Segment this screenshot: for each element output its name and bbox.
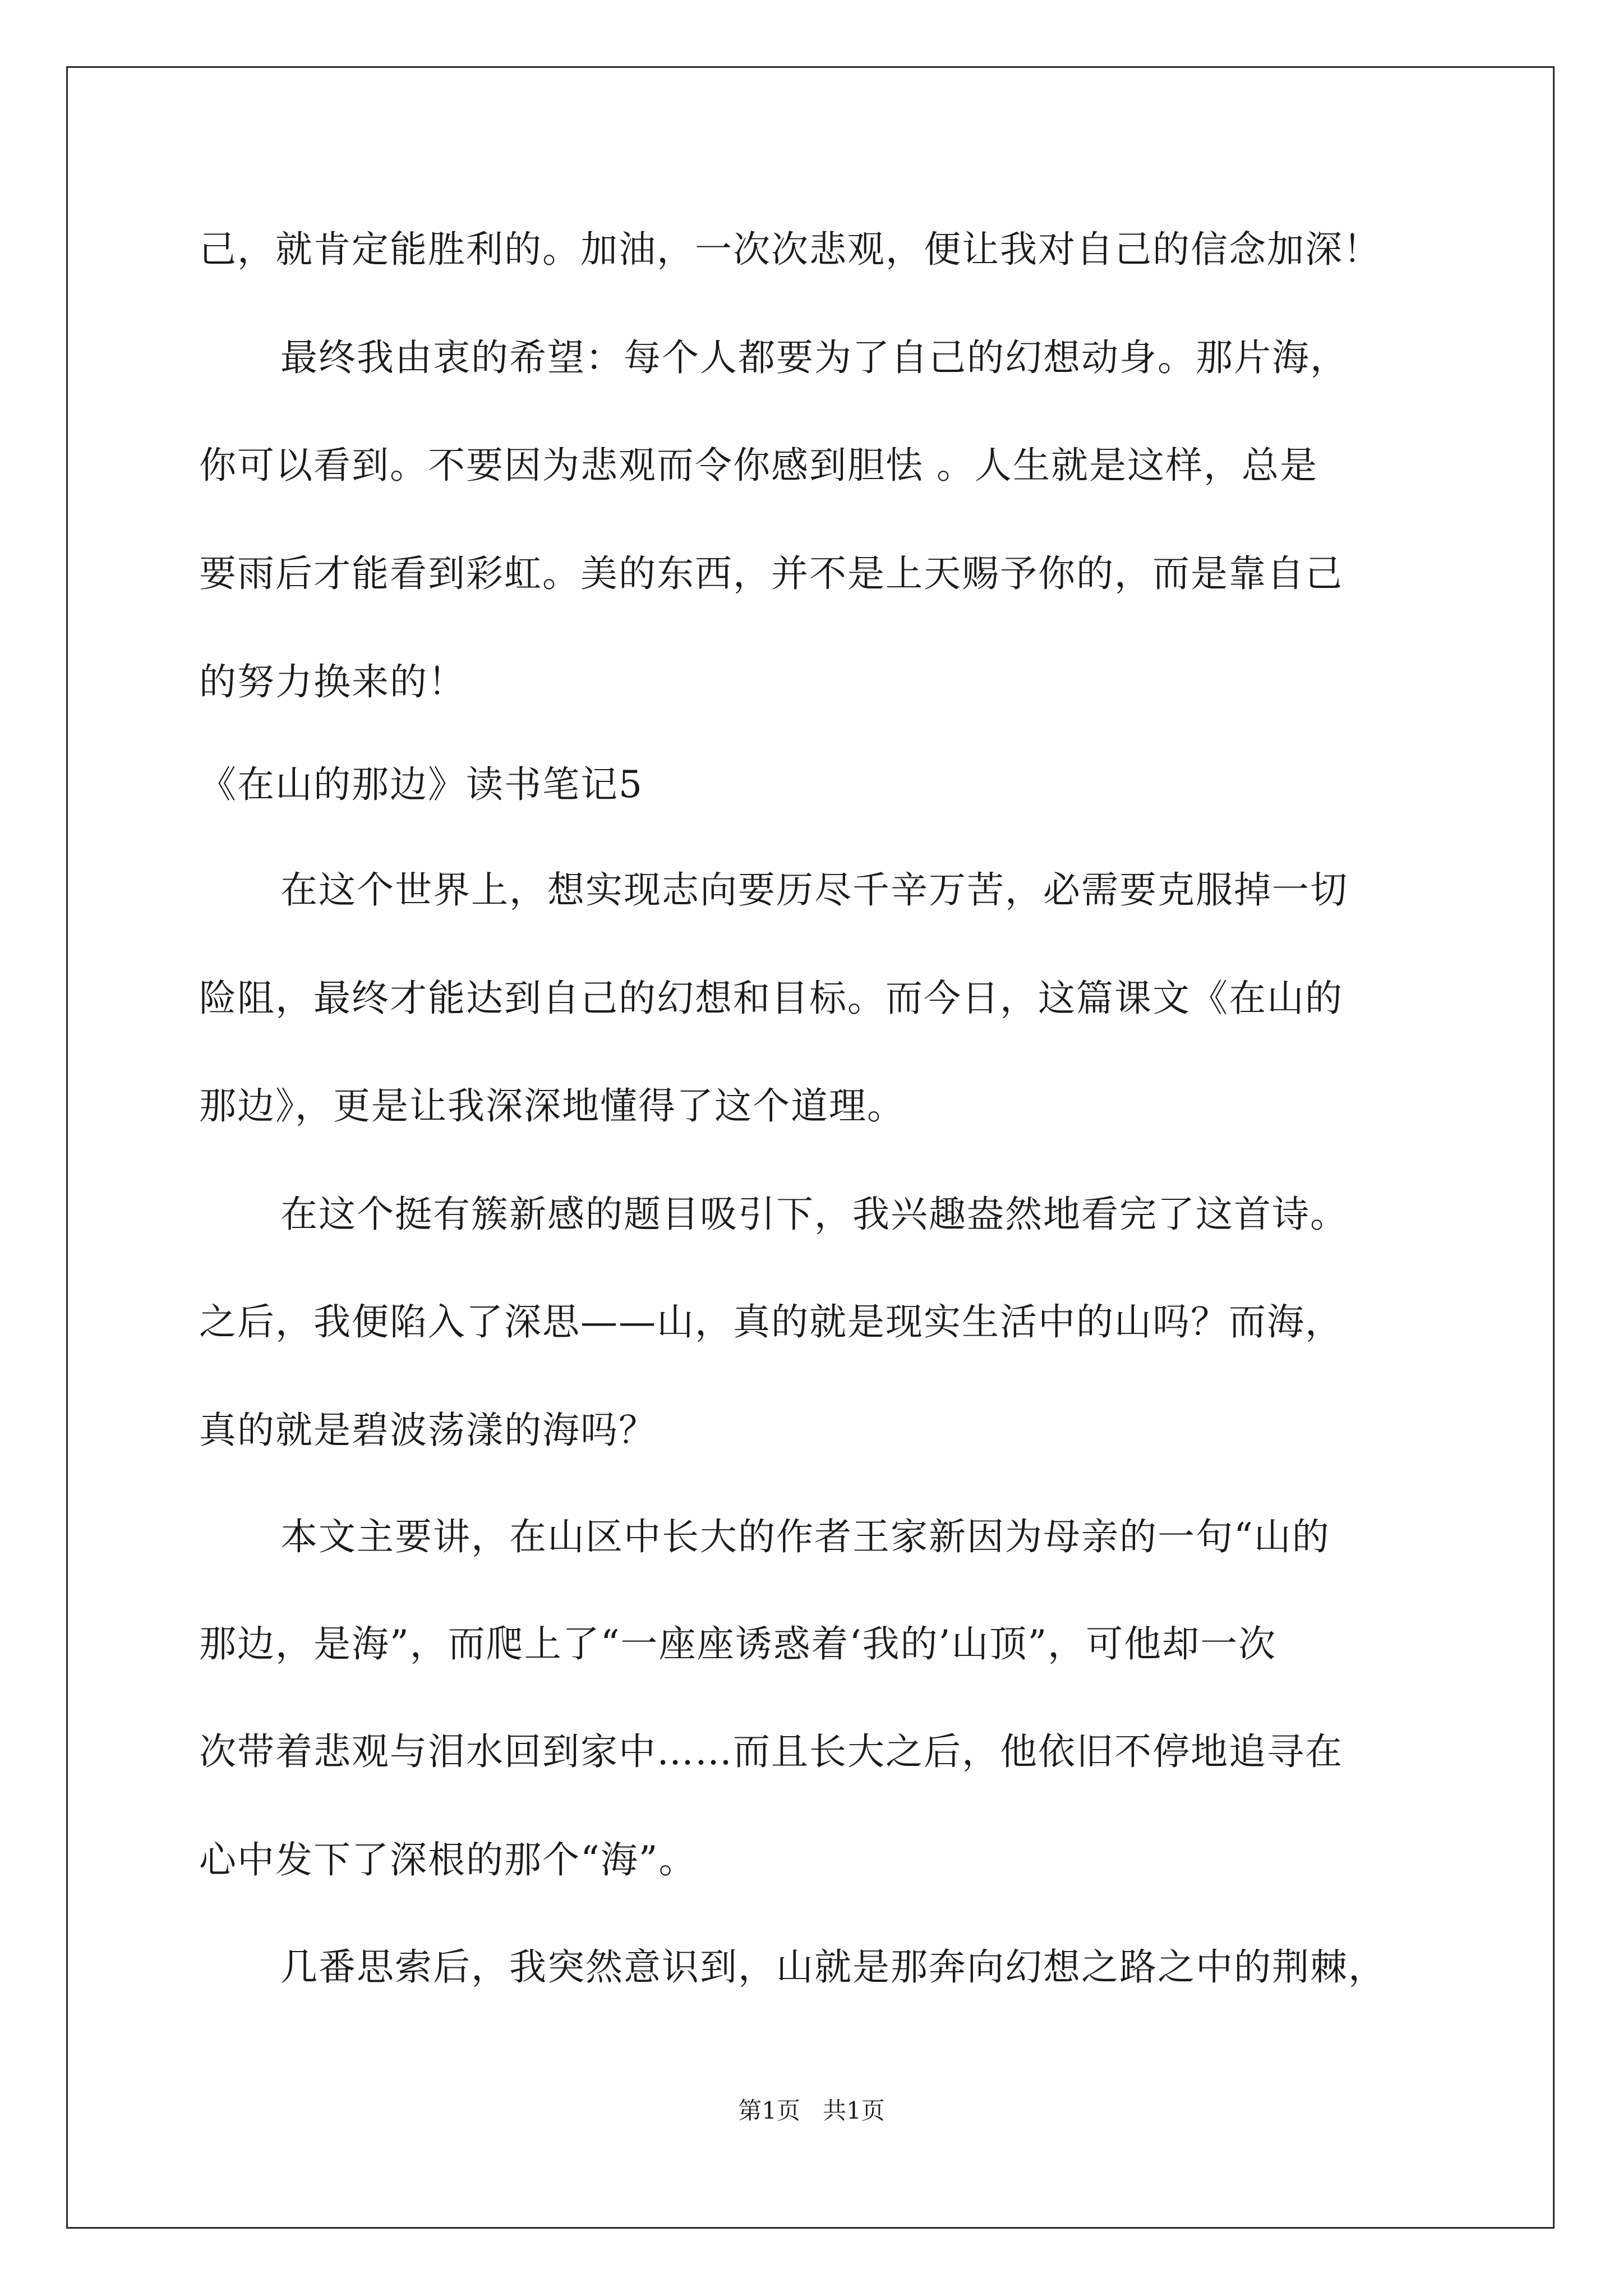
text-line: 几番思索后，我突然意识到，山就是那奔向幻想之路之中的荆棘，: [280, 1945, 1386, 1989]
text-line: 最终我由衷的希望：每个人都要为了自己的幻想动身。那片海，: [280, 336, 1348, 379]
text-line: 你可以看到。不要因为悲观而令你感到胆怯 。人生就是这样，总是: [199, 444, 1318, 487]
page-border: [66, 66, 1555, 2229]
text-line: 险阻，最终才能达到自己的幻想和目标。而今日，这篇课文《在山的: [199, 977, 1343, 1020]
text-line: 的努力换来的！: [199, 660, 466, 703]
text-line: 本文主要讲，在山区中长大的作者王家新因为母亲的一句“山的: [280, 1515, 1330, 1558]
text-line: 之后，我便陷入了深思——山，真的就是现实生活中的山吗？而海，: [199, 1300, 1343, 1343]
text-line: 那边》，更是让我深深地懂得了这个道理。: [199, 1084, 905, 1128]
text-line: 那边，是海”，而爬上了“一座座诱惑着‘我的’山顶”，可他却一次: [199, 1622, 1277, 1665]
text-line: 在这个世界上，想实现志向要历尽千辛万苦，必需要克服掉一切: [280, 868, 1348, 912]
text-line: 己，就肯定能胜利的。加油，一次次悲观，便让我对自己的信念加深！: [199, 228, 1381, 271]
text-line: 真的就是碧波荡漾的海吗？: [199, 1409, 657, 1452]
text-line: 要雨后才能看到彩虹。美的东西，并不是上天赐予你的，而是靠自己: [199, 552, 1343, 595]
text-line: 心中发下了深根的那个“海”。: [199, 1838, 697, 1881]
text-line: 在这个挺有簇新感的题目吸引下，我兴趣盎然地看完了这首诗。: [280, 1193, 1348, 1236]
section-heading: 《在山的那边》读书笔记5: [199, 763, 643, 806]
page-footer: 第1页 共1页: [738, 2097, 885, 2124]
text-line: 次带着悲观与泪水回到家中……而且长大之后，他依旧不停地追寻在: [199, 1730, 1343, 1773]
